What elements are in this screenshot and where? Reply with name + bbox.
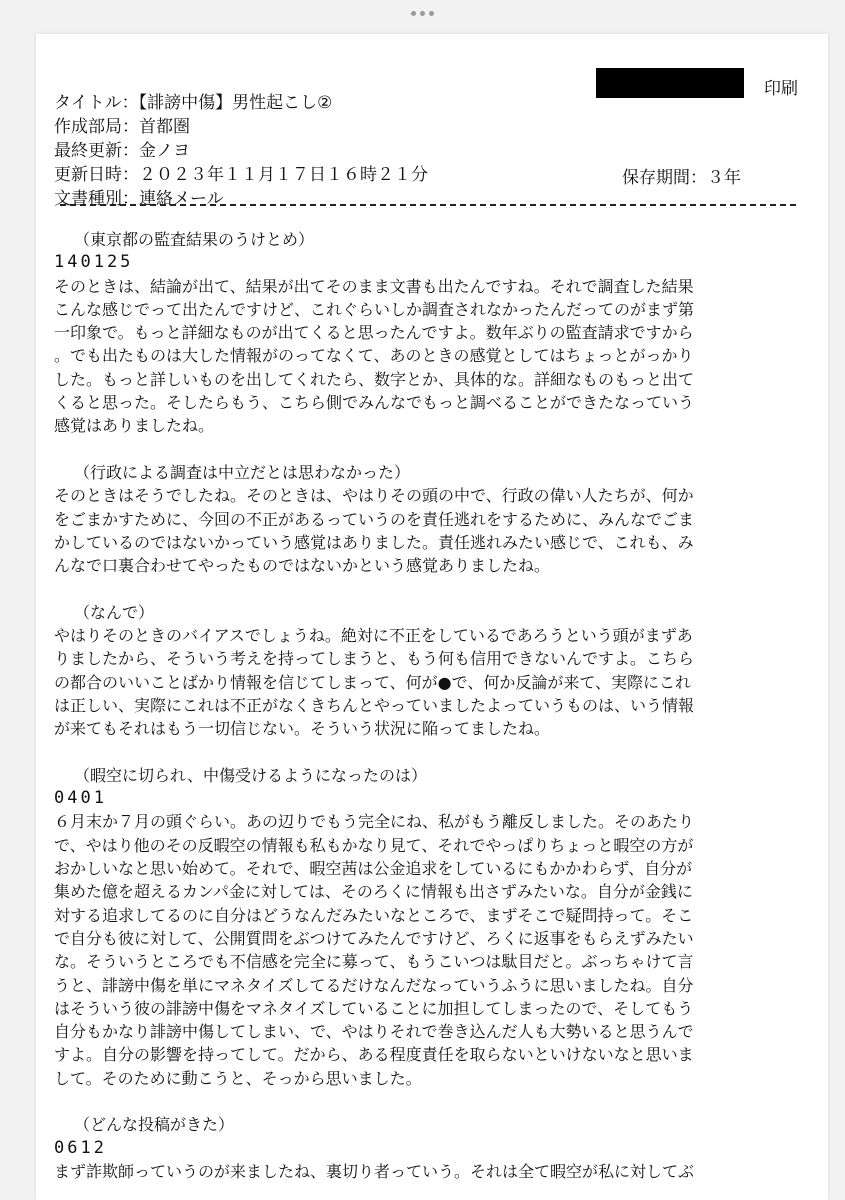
body-line: はそういう彼の誹謗中傷をマネタイズしていることに加担してしまったので、そしてもう <box>54 998 694 1018</box>
body-line: うと、誹謗中傷を単にマネタイズしてるだけなんだなっていうふうに思いましたね。自分 <box>54 975 694 995</box>
section-heading: （行政による調査は中立だとは思わなかった） <box>74 462 411 482</box>
body-line: そのときはそうでしたね。そのときは、やはりその頭の中で、行政の偉い人たちが、何か <box>54 486 694 506</box>
section-timecode: 0401 <box>54 788 107 809</box>
document-page <box>36 34 828 1200</box>
paragraph-gap <box>54 741 824 764</box>
transcript-section <box>54 601 824 764</box>
body-line: な。そういうところでも不信感を完全に募って、もうこいつは駄目だと。ぶっちゃけて言 <box>54 952 694 972</box>
doc-updated-at: 更新日時：２０２３年１１月１７日１６時２１分 <box>54 165 428 185</box>
print-label: 印刷 <box>764 79 798 99</box>
body-line: で自分も彼に対して、公開質問をぶつけてみたんですけど、ろくに返事をもらえずみたい <box>54 928 694 948</box>
body-line: くると思った。そしたらもう、こちら側でみんなでもっと調べることができたなっていう <box>54 393 695 413</box>
section-heading: （なんで） <box>74 602 155 622</box>
body-line: をごまかすために、今回の不正があるっていうのを責任逃れをするために、みんなでごま <box>54 509 695 529</box>
transcript-section <box>54 1113 824 1183</box>
section-heading: （暇空に切られ、中傷受けるようになったのは） <box>74 765 427 785</box>
document-body <box>54 228 824 1183</box>
doc-title: タイトル：【誹謗中傷】男性起こし② <box>54 93 333 113</box>
body-line: した。もっと詳しいものを出してくれたら、数字とか、具体的な。詳細なものもっと出て <box>54 369 695 389</box>
body-line: 。でも出たものは大した情報がのってなくて、あのときの感覚としてはちょっとがっかり <box>54 346 694 366</box>
paragraph-gap <box>54 438 824 461</box>
body-line: こんな感じでって出たんですけど、これぐらいしか調査されなかったんだってのがまず第 <box>54 299 695 319</box>
body-line: は正しい、実際にこれは不正がなくきちんとやっていましたよっていうものは、いう情報 <box>54 695 695 715</box>
body-line: んなで口裏合わせてやったものではないかという感覚ありましたね。 <box>54 556 551 576</box>
body-line: 集めた億を超えるカンパ金に対しては、そのろくに情報も出さずみたいな。自分が金銭に <box>54 882 693 902</box>
body-line: すよ。自分の影響を持ってして。だから、ある程度責任を取らないといけないなと思いま <box>54 1045 694 1065</box>
body-line: で、やはり他のその反暇空の情報も私もかなり見て、それでやっぱりちょっと暇空の方が <box>54 835 694 855</box>
section-timecode: 140125 <box>54 252 134 273</box>
more-options-icon[interactable] <box>411 11 434 16</box>
body-line: りましたから、そういう考えを持ってしまうと、もう何も信用できないんですよ。こちら <box>54 649 695 669</box>
body-line: の都合のいいことばかり情報を信じてしまって、何が●で、何か反論が来て、実際にこれ <box>54 672 692 692</box>
body-line: 自分もかなり誹謗中傷してしまい、で、やはりそれで巻き込んだ人も大勢いると思うんで <box>54 1022 694 1042</box>
section-heading: （東京都の監査結果のうけとめ） <box>74 230 315 249</box>
body-line: 一印象で。もっと詳細なものが出てくると思ったんですよ。数年ぶりの監査請求ですから <box>54 323 694 343</box>
body-line: かしているのではないかっていう感覚はありました。責任逃れみたい感じで、これも、み <box>54 532 694 552</box>
doc-type: 文書種別：連絡メール <box>54 189 224 209</box>
section-timecode: 0612 <box>54 1137 107 1158</box>
doc-department: 作成部局：首都圏 <box>54 117 190 137</box>
body-line: して。そのために動こうと、そっから思いました。 <box>54 1068 422 1088</box>
section-heading: （どんな投稿がきた） <box>74 1115 235 1135</box>
body-line: 感覚はありましたね。 <box>54 416 215 436</box>
document-header <box>54 91 428 211</box>
window-top-bar <box>0 0 845 26</box>
body-line: そのときは、結論が出て、結果が出てそのまま文書も出たんですね。それで調査した結果 <box>54 276 694 296</box>
body-line: おかしいなと思い始めて。それで、暇空茜は公金追求をしているにもかかわらず、自分が <box>54 859 693 879</box>
body-line: が来てもそれはもう一切信じない。そういう状況に陥ってましたね。 <box>54 719 551 739</box>
paragraph-gap <box>54 577 824 600</box>
doc-retention: 保存期間：３年 <box>622 168 741 188</box>
transcript-section <box>54 228 824 461</box>
transcript-section <box>54 461 824 601</box>
body-line: まず詐欺師っていうのが来ましたね、裏切り者っていう。それは全て暇空が私に対してぶ <box>54 1161 695 1181</box>
body-line: 対する追求してるのに自分はどうなんだみたいなところで、まずそこで疑問持って。そこ <box>54 905 694 925</box>
dashed-separator <box>60 204 796 206</box>
paragraph-gap <box>54 1090 824 1113</box>
body-line: ６月末か７月の頭ぐらい。あの辺りでもう完全にね、私がもう離反しました。そのあたり <box>54 812 695 832</box>
transcript-section <box>54 764 824 1113</box>
redaction-bar <box>596 68 744 98</box>
doc-last-updater: 最終更新：金ノヨ <box>54 141 190 161</box>
body-line: やはりそのときのバイアスでしょうね。絶対に不正をしているであろうという頭がまずあ <box>54 626 693 646</box>
